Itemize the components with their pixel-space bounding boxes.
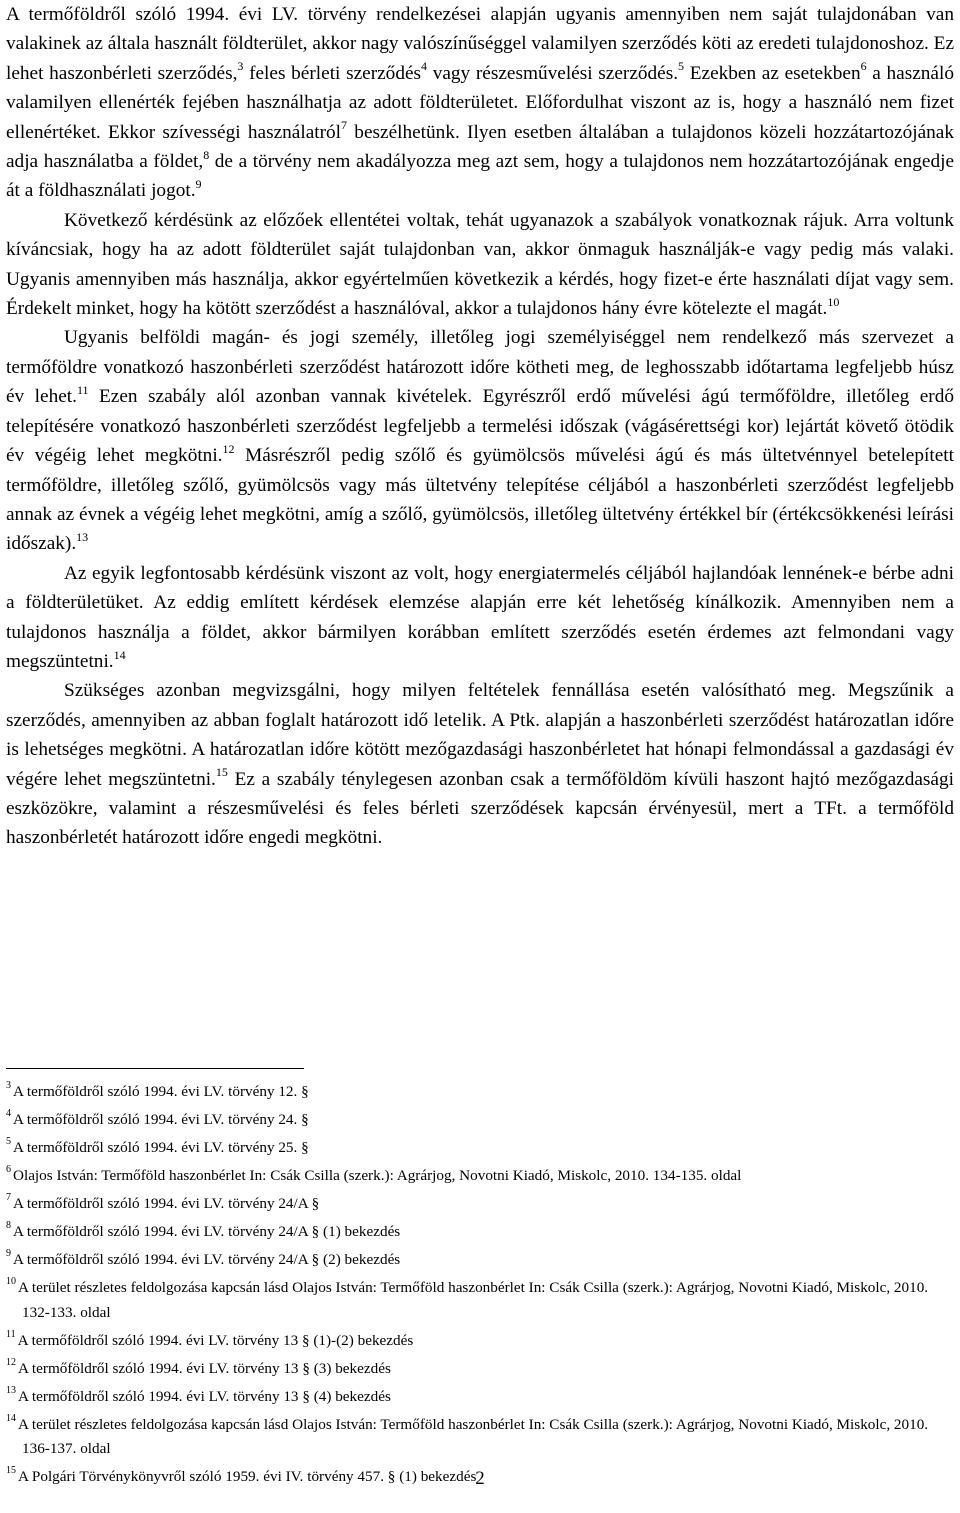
footnote-ref[interactable]: 3	[237, 59, 244, 74]
footnote-item	[6, 1076, 954, 1104]
page-number: 2	[475, 1468, 485, 1489]
footnote-ref[interactable]: 5	[678, 59, 685, 74]
text-run: de a törvény nem akadályozza meg azt sem, hogy a tulajdonos nem hozzátartozójának engedje át a földhasználati jogot.	[6, 151, 955, 202]
footnote-item	[6, 1188, 954, 1216]
text-run: Az egyik legfontosabb kérdésünk viszont az volt, hogy energiatermelés céljából hajlandóak lennének-e bérbe adni a földterületüket. Az eddig említett kérdések elemzése alapján erre két lehetőség kínálkozik. Amennyiben nem a tulajdonos használja a földet, akkor bármilyen korábban említett szerződés esetén érdemes azt felmondani vagy megszüntetni.	[6, 562, 954, 672]
footnote-ref[interactable]: 11	[76, 382, 89, 397]
footnote-item	[6, 1381, 954, 1409]
footnote-ref[interactable]: 4	[421, 59, 428, 74]
text-run: Ezekben az esetekben	[684, 62, 861, 84]
footnote-number: 12	[6, 1356, 16, 1368]
footnote-item	[6, 1409, 954, 1461]
footnote-text: A termőföldről szóló 1994. évi LV. törvény 24. §	[13, 1111, 309, 1129]
footnote-number: 4	[6, 1108, 11, 1120]
footnote-text: A termőföldről szóló 1994. évi LV. törvény 12. §	[13, 1083, 309, 1101]
footnote-ref[interactable]: 15	[215, 765, 228, 780]
footnote-text: A termőföldről szóló 1994. évi LV. törvény 13 § (4) bekezdés	[18, 1387, 391, 1405]
footnote-text: A termőföldről szóló 1994. évi LV. törvény 13 § (3) bekezdés	[18, 1359, 391, 1377]
paragraph-2	[6, 206, 954, 324]
footnote-number: 15	[6, 1464, 16, 1476]
footnote-ref[interactable]: 13	[76, 529, 89, 544]
text-run: Következő kérdésünk az előzőek ellentétei voltak, tehát ugyanazok a szabályok vonatkoznak rájuk. Arra voltunk kíváncsiak, hogy ha az adott földterület saját tulajdonban van, akkor önmaguk használják-e vagy pedig más valaki. Ugyanis amennyiben más használja, akkor egyértelműen következik a kérdés, hogy fizet-e érte használati díjat vagy sem. Érdekelt minket, hogy ha kötött szerződést a használóval, akkor a tulajdonos hány évre kötelezte el magát.	[6, 209, 954, 320]
footnote-ref[interactable]: 10	[827, 294, 840, 309]
footnote-ref[interactable]: 12	[222, 441, 235, 456]
footnote-text: A terület részletes feldolgozása kapcsán lásd Olajos István: Termőföld haszonbérlet In: Csák Csilla (szerk.): Agrárjog, Novotni Kiadó, Miskolc, 2010. 132-133. oldal	[18, 1279, 929, 1321]
footnote-item	[6, 1160, 954, 1188]
footnote-text: A Polgári Törvénykönyvről szóló 1959. évi IV. törvény 457. § (1) bekezdés	[18, 1467, 477, 1485]
text-run: vagy részesművelési szerződés.	[427, 62, 679, 84]
footnote-text: A termőföldről szóló 1994. évi LV. törvény 13 § (1)-(2) bekezdés	[17, 1331, 414, 1349]
footnote-item	[6, 1353, 954, 1381]
footnote-item	[6, 1244, 954, 1272]
text-run: Másrészről pedig szőlő és gyümölcsös művelési ágú és más ültetvénnyel betelepített termőföldre, illetőleg szőlő, gyümölcsös vagy más ültetvény telepítése céljából a haszonbérleti szerződést legfeljebb annak az évnek a végéig lehet megkötni, amíg a szőlő, gyümölcsös, illetőleg ültetvény értékkel bír (értékcsökkenési leírási időszak).	[6, 445, 954, 555]
footnote-separator	[6, 1068, 304, 1069]
footnote-list	[6, 1076, 954, 1489]
text-run: beszélhetünk. Ilyen esetben általában a tulajdonos közeli hozzátartozójának adja használatba a földet,	[6, 121, 954, 173]
footnote-text: A terület részletes feldolgozása kapcsán lásd Olajos István: Termőföld haszonbérlet In: Csák Csilla (szerk.): Agrárjog, Novotni Kiadó, Miskolc, 2010. 136-137. oldal	[18, 1415, 929, 1457]
footnote-number: 11	[6, 1328, 16, 1340]
footnote-number: 13	[6, 1384, 16, 1396]
paragraph-3	[6, 323, 954, 558]
footnote-number: 8	[6, 1220, 11, 1232]
footnote-text: A termőföldről szóló 1994. évi LV. törvény 25. §	[13, 1139, 309, 1157]
footnote-number: 5	[6, 1136, 11, 1148]
text-run: a használó valamilyen ellenérték fejében használhatja az adott földterületet. Előfordulhat viszont az is, hogy a használó nem fizet ellenértéket. Ekkor szívességi használatról	[6, 62, 954, 143]
page-body	[6, 0, 954, 853]
paragraph-4	[6, 559, 954, 677]
main-text	[6, 0, 954, 853]
footnote-ref[interactable]: 8	[203, 147, 210, 162]
footnote-item	[6, 1272, 954, 1324]
text-run: Szükséges azonban megvizsgálni, hogy milyen feltételek fennállása esetén valósítható meg. Megszűnik a szerződés, amennyiben az abban foglalt határozott idő letelik. A Ptk. alapján a haszonbérleti szerződést határozatlan időre is lehetséges megkötni. A határozatlan időre kötött mezőgazdasági haszonbérletet hat hónapi felmondással a gazdasági év végére lehet megszüntetni.	[6, 680, 954, 790]
text-run: feles bérleti szerződés	[243, 62, 422, 84]
footnote-item	[6, 1104, 954, 1132]
text-run: Ugyanis belföldi magán- és jogi személy, illetőleg jogi személyiséggel nem rendelkező más szervezet a termőföldre vonatkozó haszonbérleti szerződést határozott időre kötheti meg, de leghosszabb időtartama legfeljebb húsz év lehet.	[6, 327, 954, 408]
footnote-text: A termőföldről szóló 1994. évi LV. törvény 24/A § (2) bekezdés	[13, 1251, 401, 1269]
footnote-text: A termőföldről szóló 1994. évi LV. törvény 24/A § (1) bekezdés	[13, 1223, 401, 1241]
footnote-text: A termőföldről szóló 1994. évi LV. törvény 24/A §	[13, 1195, 320, 1213]
paragraph-1	[6, 0, 954, 206]
footnote-item	[6, 1325, 954, 1353]
text-run: Ez a szabály ténylegesen azonban csak a termőföldöm kívüli haszont hajtó mezőgazdasági eszközökre, valamint a részesművelési és feles bérleti szerződések kapcsán érvényesül, mert a TFt. a termőföld haszonbérletét határozott időre engedi megkötni.	[6, 768, 954, 849]
footnote-number: 14	[6, 1412, 16, 1424]
paragraph-5	[6, 676, 954, 852]
footnote-number: 10	[6, 1276, 16, 1288]
footnote-ref[interactable]: 6	[860, 59, 867, 74]
footnote-ref[interactable]: 9	[195, 177, 202, 192]
footnote-number: 7	[6, 1192, 11, 1204]
footnote-item	[6, 1132, 954, 1160]
footnote-item	[6, 1216, 954, 1244]
footnote-number: 3	[6, 1080, 11, 1091]
footnote-ref[interactable]: 7	[341, 118, 348, 133]
footnote-number: 9	[6, 1248, 11, 1260]
footnote-number: 6	[6, 1164, 11, 1176]
footnote-ref[interactable]: 14	[113, 647, 126, 662]
text-run: Ezen szabály alól azonban vannak kivételek. Egyrészről erdő művelési ágú termőföldre, illetőleg erdő telepítésére vonatkozó haszonbérleti szerződést legfeljebb a termelési időszak (vágásérettségi kor) lejártát követő ötödik év végéig lehet megkötni.	[6, 386, 954, 467]
footnote-text: Olajos István: Termőföld haszonbérlet In: Csák Csilla (szerk.): Agrárjog, Novotni Kiadó, Miskolc, 2010. 134-135. oldal	[13, 1167, 742, 1185]
text-run: A termőföldről szóló 1994. évi LV. törvény rendelkezései alapján ugyanis amennyiben nem saját tulajdonában van valakinek az általa használt földterület, akkor nagy valószínűséggel valamilyen szerződés köti az eredeti tulajdonoshoz. Ez lehet haszonbérleti szerződés,	[6, 4, 954, 84]
